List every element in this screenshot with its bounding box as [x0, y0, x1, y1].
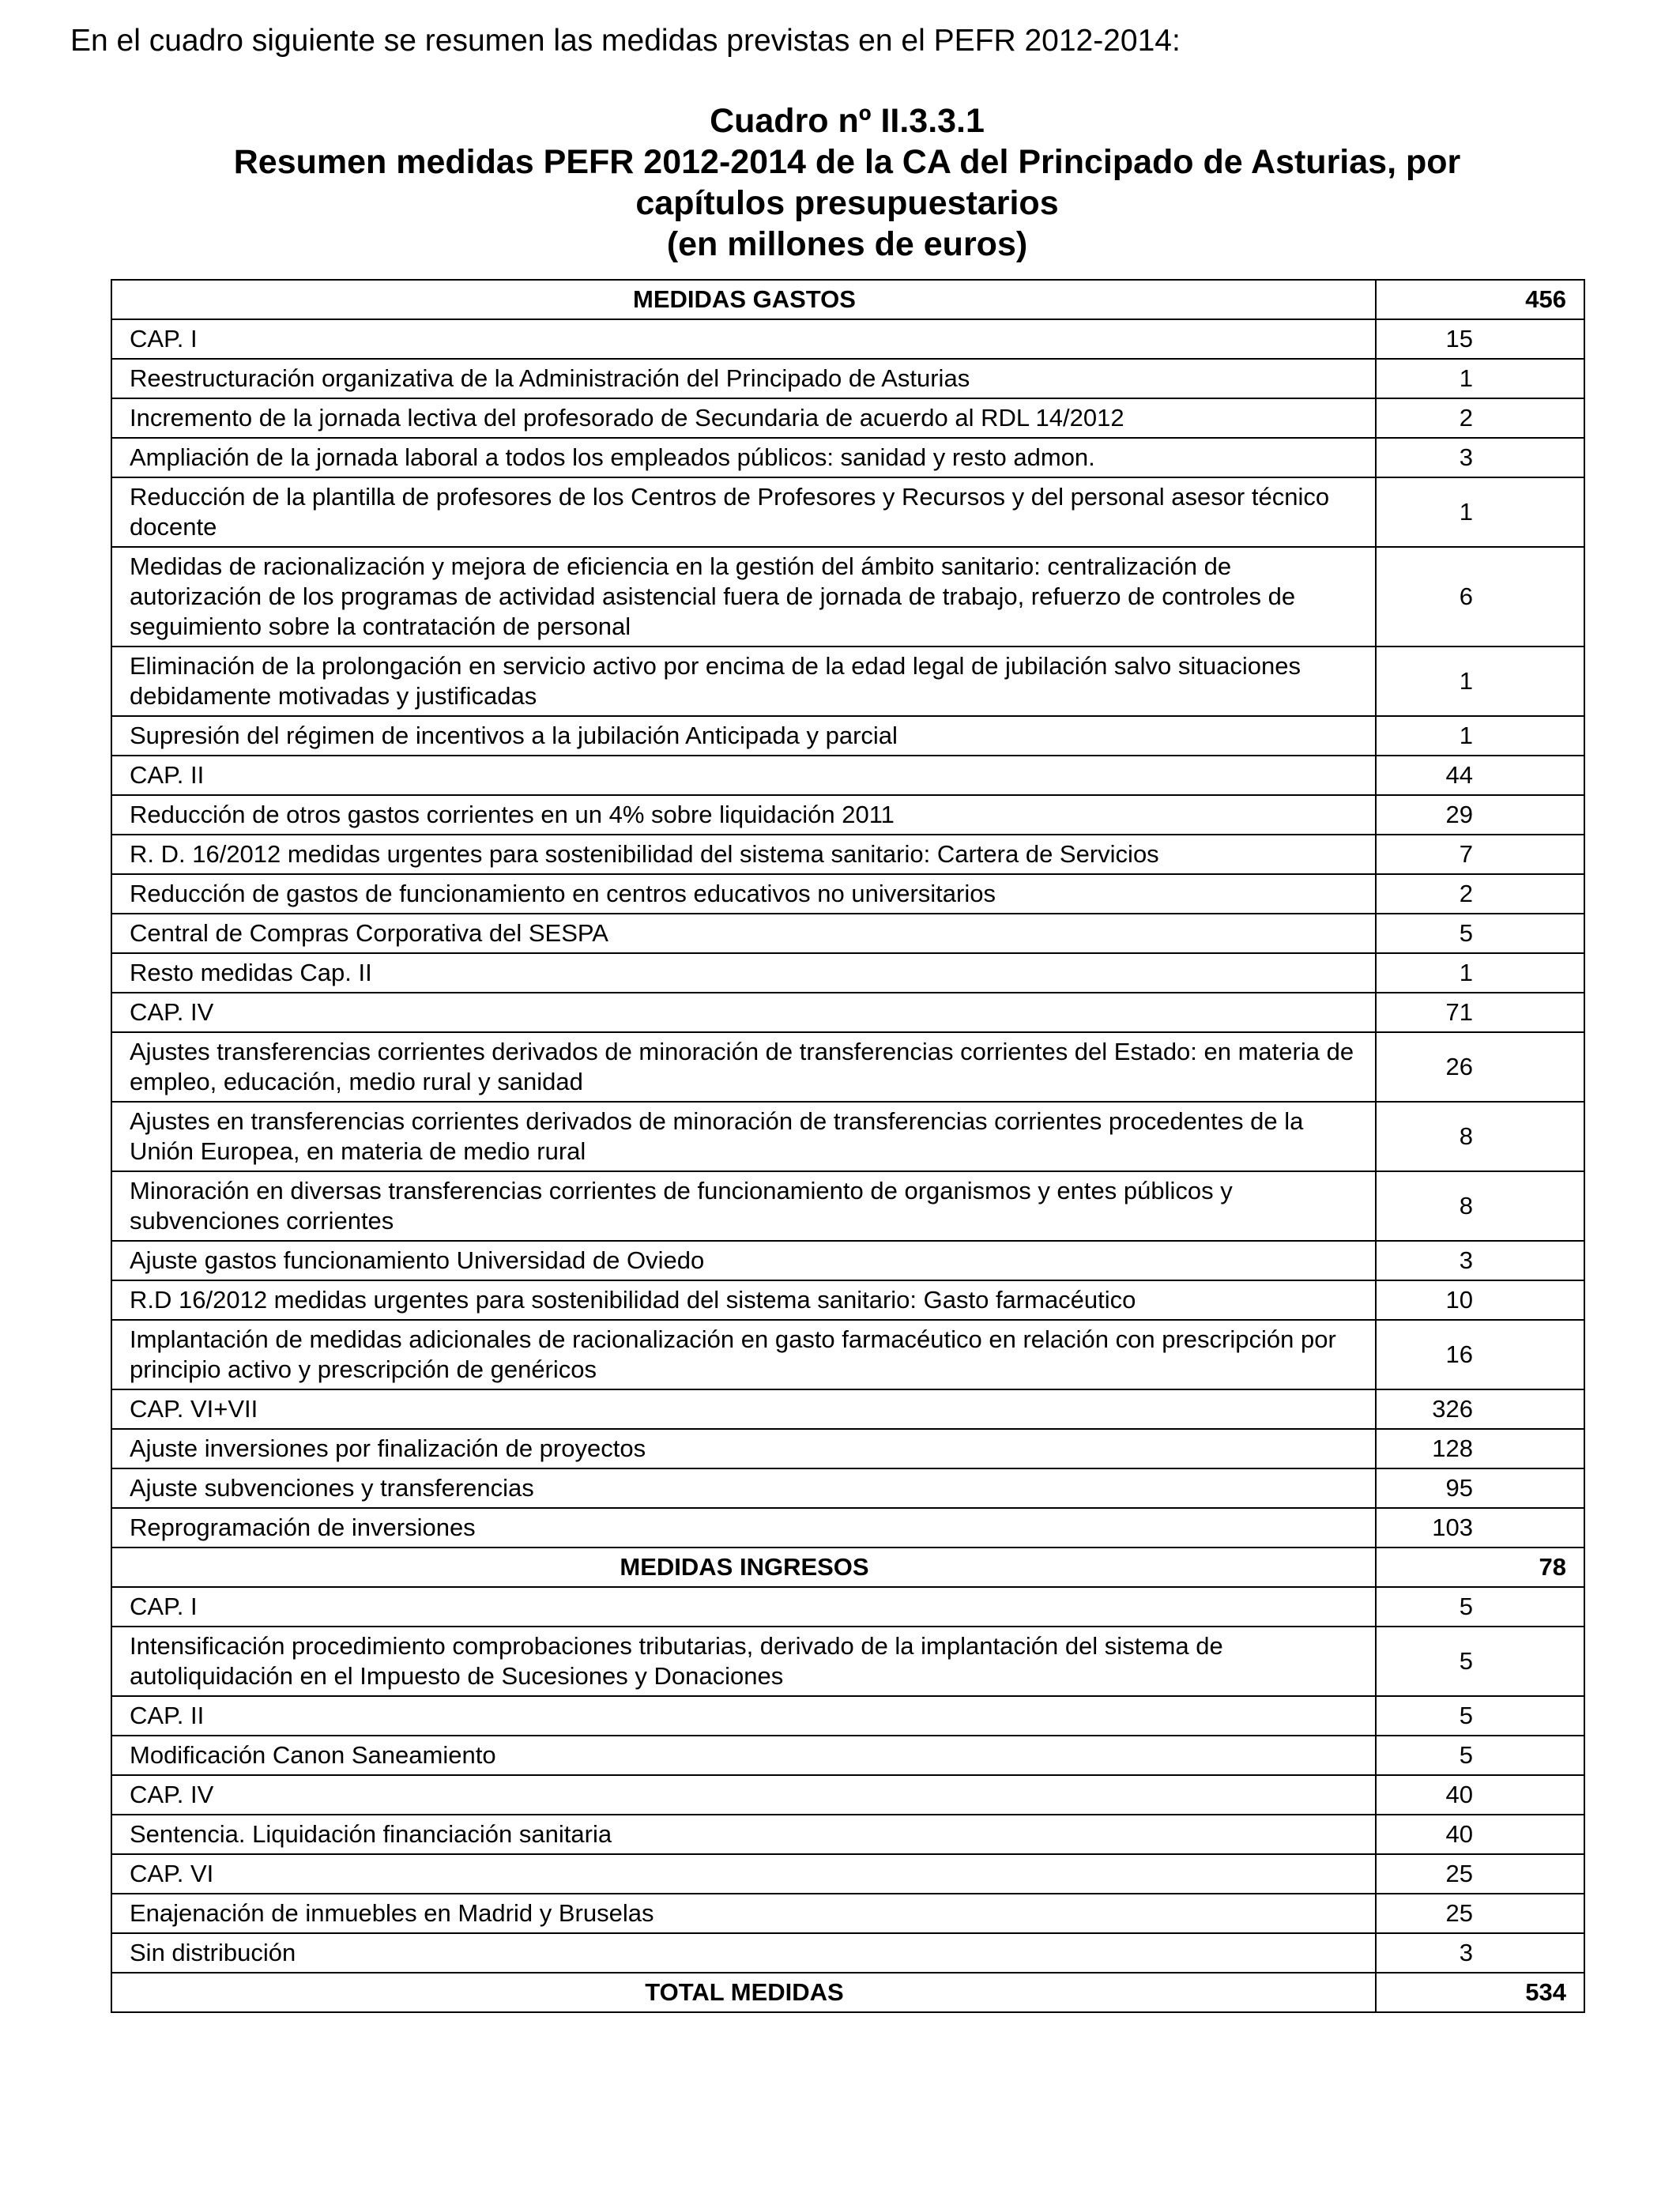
section-header-row — [111, 280, 1584, 319]
table-row — [111, 1854, 1584, 1894]
measure-value: 25 — [1376, 1854, 1584, 1894]
table-row — [111, 319, 1584, 359]
measure-label: CAP. IV — [111, 993, 1376, 1032]
measure-value: 326 — [1376, 1389, 1584, 1429]
section-header-row — [111, 1973, 1584, 2012]
measure-value: 71 — [1376, 993, 1584, 1032]
measure-value: 16 — [1376, 1320, 1584, 1389]
table-row — [111, 1894, 1584, 1933]
measure-label: Ajuste inversiones por finalización de proyectos — [111, 1429, 1376, 1468]
measure-value: 103 — [1376, 1508, 1584, 1547]
measure-value: 5 — [1376, 1587, 1584, 1627]
table-row — [111, 993, 1584, 1032]
measure-value: 1 — [1376, 477, 1584, 547]
measures-table — [111, 279, 1585, 2013]
measure-value: 8 — [1376, 1102, 1584, 1171]
table-row — [111, 1102, 1584, 1171]
table-title — [111, 100, 1584, 265]
table-row — [111, 795, 1584, 835]
measure-value: 7 — [1376, 835, 1584, 874]
table-row — [111, 874, 1584, 914]
table-row — [111, 953, 1584, 993]
measure-label: CAP. II — [111, 1696, 1376, 1736]
measure-label: Resto medidas Cap. II — [111, 953, 1376, 993]
section-total: 456 — [1376, 280, 1584, 319]
table-row — [111, 1508, 1584, 1547]
measure-label: Implantación de medidas adicionales de racionalización en gasto farmacéutico en relación con prescripción por principio activo y prescripción de genéricos — [111, 1320, 1376, 1389]
table-row — [111, 547, 1584, 647]
table-row — [111, 1696, 1584, 1736]
measure-label: Reestructuración organizativa de la Administración del Principado de Asturias — [111, 359, 1376, 398]
measure-value: 40 — [1376, 1775, 1584, 1815]
title-line-4: (en millones de euros) — [666, 225, 1028, 263]
measure-value: 3 — [1376, 1241, 1584, 1280]
table-body — [111, 280, 1584, 2012]
measure-label: Enajenación de inmuebles en Madrid y Bruselas — [111, 1894, 1376, 1933]
measure-label: Medidas de racionalización y mejora de eficiencia en la gestión del ámbito sanitario: centralización de autorización de los programas de actividad asistencial fuera de jornada de trabajo, refuerzo de controles de seguimiento sobre la contratación de personal — [111, 547, 1376, 647]
measure-label: Modificación Canon Saneamiento — [111, 1736, 1376, 1775]
measure-value: 1 — [1376, 359, 1584, 398]
table-row — [111, 1241, 1584, 1280]
table-row — [111, 1736, 1584, 1775]
section-label: TOTAL MEDIDAS — [111, 1973, 1376, 2012]
section-total: 534 — [1376, 1973, 1584, 2012]
table-row — [111, 647, 1584, 716]
measure-value: 1 — [1376, 647, 1584, 716]
measure-label: Sentencia. Liquidación financiación sanitaria — [111, 1815, 1376, 1854]
title-line-3: capítulos presupuestarios — [635, 184, 1059, 222]
table-row — [111, 1429, 1584, 1468]
measure-label: Ajustes en transferencias corrientes derivados de minoración de transferencias corrientes procedentes de la Unión Europea, en materia de medio rural — [111, 1102, 1376, 1171]
measure-value: 15 — [1376, 319, 1584, 359]
section-label: MEDIDAS GASTOS — [111, 280, 1376, 319]
section-header-row — [111, 1547, 1584, 1587]
table-row — [111, 1280, 1584, 1320]
measure-value: 44 — [1376, 756, 1584, 795]
section-label: MEDIDAS INGRESOS — [111, 1547, 1376, 1587]
measure-value: 6 — [1376, 547, 1584, 647]
measure-label: Ampliación de la jornada laboral a todos los empleados públicos: sanidad y resto admon. — [111, 438, 1376, 477]
measure-value: 3 — [1376, 438, 1584, 477]
measure-value: 10 — [1376, 1280, 1584, 1320]
intro-text: En el cuadro siguiente se resumen las medidas previstas en el PEFR 2012-2014: — [70, 24, 1181, 58]
measure-value: 25 — [1376, 1894, 1584, 1933]
measure-value: 1 — [1376, 953, 1584, 993]
measure-value: 5 — [1376, 1696, 1584, 1736]
measure-label: Supresión del régimen de incentivos a la jubilación Anticipada y parcial — [111, 716, 1376, 756]
measure-label: Reprogramación de inversiones — [111, 1508, 1376, 1547]
table-row — [111, 1320, 1584, 1389]
title-line-1: Cuadro nº II.3.3.1 — [710, 102, 985, 140]
measure-label: Ajustes transferencias corrientes derivados de minoración de transferencias corrientes del Estado: en materia de empleo, educación, medio rural y sanidad — [111, 1032, 1376, 1102]
measure-value: 8 — [1376, 1171, 1584, 1241]
table-row — [111, 1815, 1584, 1854]
table-row — [111, 716, 1584, 756]
measure-label: Ajuste subvenciones y transferencias — [111, 1468, 1376, 1508]
table-row — [111, 1389, 1584, 1429]
table-row — [111, 438, 1584, 477]
measure-label: Reducción de la plantilla de profesores de los Centros de Profesores y Recursos y del personal asesor técnico docente — [111, 477, 1376, 547]
table-row — [111, 477, 1584, 547]
measure-value: 5 — [1376, 1627, 1584, 1696]
table-row — [111, 359, 1584, 398]
measure-label: R. D. 16/2012 medidas urgentes para sostenibilidad del sistema sanitario: Cartera de Servicios — [111, 835, 1376, 874]
table-row — [111, 1933, 1584, 1973]
measure-label: R.D 16/2012 medidas urgentes para sostenibilidad del sistema sanitario: Gasto farmacéutico — [111, 1280, 1376, 1320]
measure-value: 95 — [1376, 1468, 1584, 1508]
table-row — [111, 1587, 1584, 1627]
table-row — [111, 1171, 1584, 1241]
measure-label: CAP. VI+VII — [111, 1389, 1376, 1429]
table-row — [111, 756, 1584, 795]
measure-label: CAP. VI — [111, 1854, 1376, 1894]
table-row — [111, 398, 1584, 438]
measure-label: Reducción de gastos de funcionamiento en centros educativos no universitarios — [111, 874, 1376, 914]
measure-value: 2 — [1376, 398, 1584, 438]
measure-label: Intensificación procedimiento comprobaciones tributarias, derivado de la implantación del sistema de autoliquidación en el Impuesto de Sucesiones y Donaciones — [111, 1627, 1376, 1696]
measure-value: 2 — [1376, 874, 1584, 914]
title-line-2: Resumen medidas PEFR 2012-2014 de la CA del Principado de Asturias, por — [233, 143, 1461, 181]
table-row — [111, 1032, 1584, 1102]
measure-label: Sin distribución — [111, 1933, 1376, 1973]
table-row — [111, 1627, 1584, 1696]
table-row — [111, 1468, 1584, 1508]
measure-label: Central de Compras Corporativa del SESPA — [111, 914, 1376, 953]
table-row — [111, 835, 1584, 874]
measure-label: Reducción de otros gastos corrientes en un 4% sobre liquidación 2011 — [111, 795, 1376, 835]
table-row — [111, 1775, 1584, 1815]
measure-label: Minoración en diversas transferencias corrientes de funcionamiento de organismos y entes públicos y subvenciones corrientes — [111, 1171, 1376, 1241]
measure-label: Ajuste gastos funcionamiento Universidad de Oviedo — [111, 1241, 1376, 1280]
measure-value: 128 — [1376, 1429, 1584, 1468]
measure-label: CAP. IV — [111, 1775, 1376, 1815]
measure-value: 5 — [1376, 1736, 1584, 1775]
measure-value: 3 — [1376, 1933, 1584, 1973]
measure-label: CAP. I — [111, 319, 1376, 359]
table-row — [111, 914, 1584, 953]
section-total: 78 — [1376, 1547, 1584, 1587]
measure-value: 5 — [1376, 914, 1584, 953]
measure-label: CAP. II — [111, 756, 1376, 795]
measure-value: 29 — [1376, 795, 1584, 835]
measure-value: 1 — [1376, 716, 1584, 756]
measure-label: Eliminación de la prolongación en servicio activo por encima de la edad legal de jubilación salvo situaciones debidamente motivadas y justificadas — [111, 647, 1376, 716]
measure-label: Incremento de la jornada lectiva del profesorado de Secundaria de acuerdo al RDL 14/2012 — [111, 398, 1376, 438]
measure-value: 40 — [1376, 1815, 1584, 1854]
measure-value: 26 — [1376, 1032, 1584, 1102]
measure-label: CAP. I — [111, 1587, 1376, 1627]
